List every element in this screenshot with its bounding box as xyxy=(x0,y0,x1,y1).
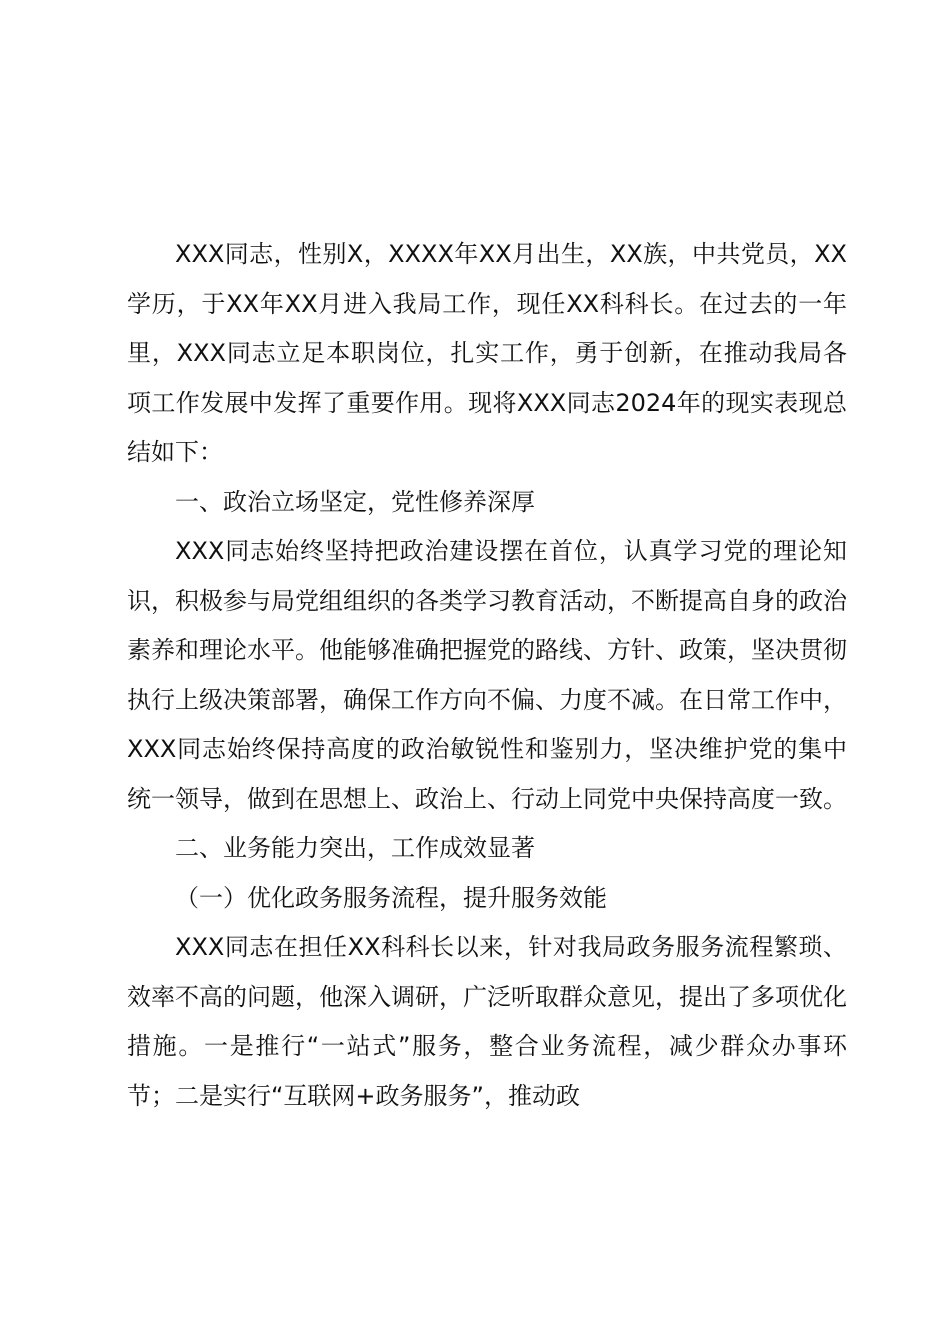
section-heading-2: 二、业务能力突出，工作成效显著 xyxy=(175,834,535,862)
document-body xyxy=(127,230,847,1121)
subsection-heading-2-1: （一）优化政务服务流程，提升服务效能 xyxy=(175,883,607,912)
subsection-2-1-paragraph: XXX同志在担任XX科科长以来，针对我局政务服务流程繁琐、效率不高的问题，他深入调研，广泛听取群众意见，提出了多项优化措施。一是推行“一站式”服务，整合业务流程，减少群众办事环节；二是实行“互联网+政务服务”，推动政 xyxy=(127,933,847,1110)
section-1-paragraph: XXX同志始终坚持把政治建设摆在首位，认真学习党的理论知识，积极参与局党组组织的各类学习教育活动，不断提高自身的政治素养和理论水平。他能够准确把握党的路线、方针、政策，坚决贯彻执行上级决策部署，确保工作方向不偏、力度不减。在日常工作中，XXX同志始终保持高度的政治敏锐性和鉴别力，坚决维护党的集中统一领导，做到在思想上、政治上、行动上同党中央保持高度一致。 xyxy=(127,537,847,813)
section-heading-1: 一、政治立场坚定，党性修养深厚 xyxy=(175,487,535,516)
intro-paragraph: XXX同志，性别X，XXXX年XX月出生，XX族，中共党员，XX学历，于XX年XX月进入我局工作，现任XX科科长。在过去的一年里，XXX同志立足本职岗位，扎实工作，勇于创新，在推动我局各项工作发展中发挥了重要作用。现将XXX同志2024年的现实表现总结如下： xyxy=(127,240,847,466)
